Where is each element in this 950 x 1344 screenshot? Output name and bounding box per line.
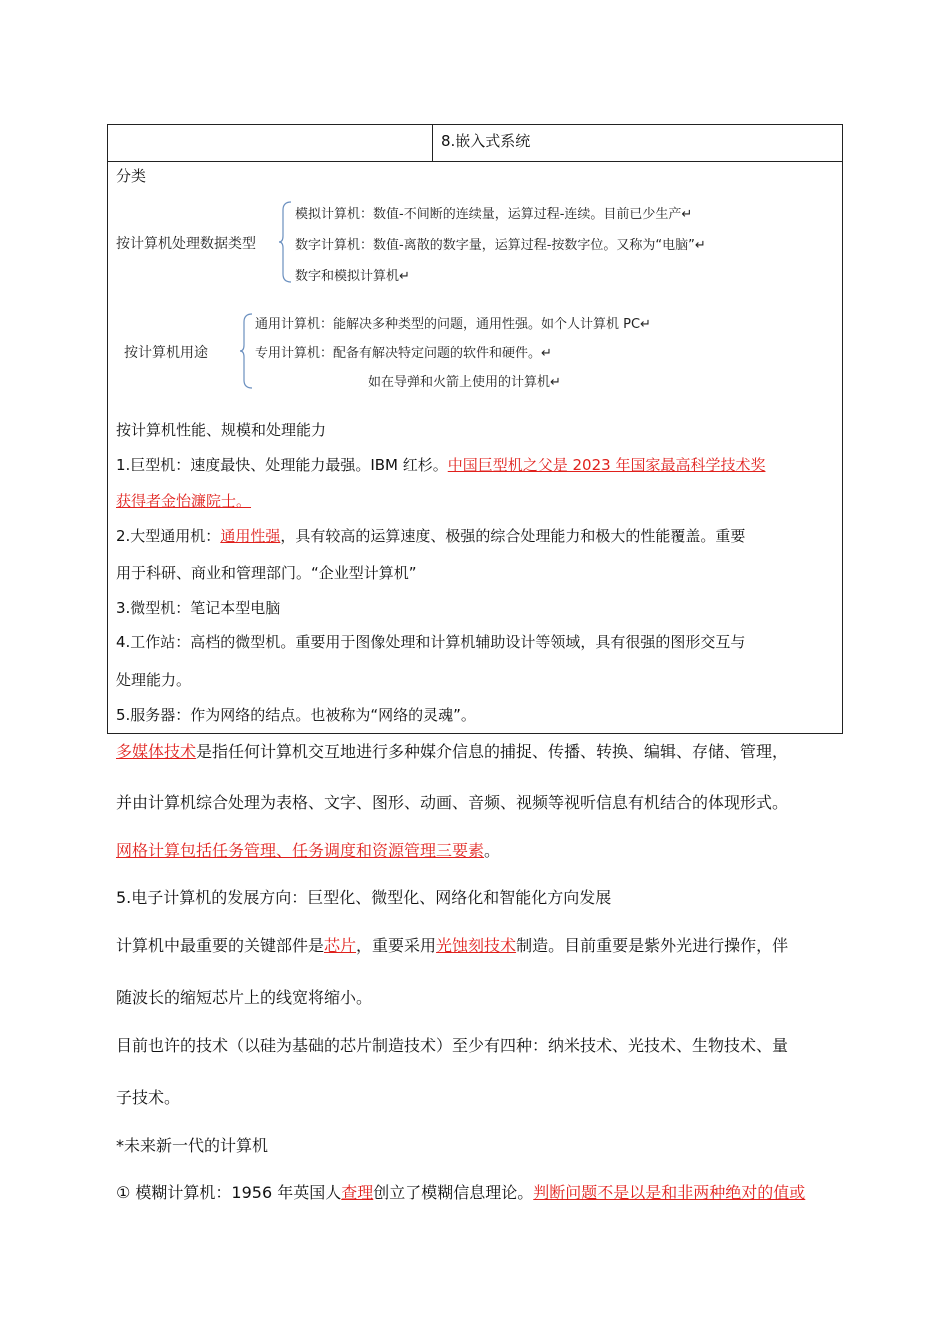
diagram1-label: 按计算机处理数据类型 bbox=[116, 236, 256, 252]
diagram1-item: 数字计算机：数值-离散的数字量，运算过程-按数字位。又称为“电脑”↵ bbox=[295, 238, 706, 253]
item-4-line-1: 4.工作站：高档的微型机。重要用于图像处理和计算机辅助设计等领域，具有很强的图形交互与 bbox=[116, 633, 746, 651]
chip-text-1: 计算机中最重要的关键部件是 bbox=[116, 936, 325, 955]
item-4-line-2: 处理能力。 bbox=[116, 671, 192, 689]
item-1-line-2 bbox=[116, 490, 251, 511]
table-header-row bbox=[108, 125, 842, 162]
diagram2-item: 如在导弹和火箭上使用的计算机↵ bbox=[368, 375, 561, 390]
item-2-line-1 bbox=[116, 525, 745, 546]
future-title: *未来新一代的计算机 bbox=[116, 1136, 269, 1155]
grid-computing-highlight: 网格计算包括任务管理、任务调度和资源管理三要素 bbox=[116, 841, 485, 860]
item-5: 5.服务器：作为网络的结点。也被称为“网络的灵魂”。 bbox=[116, 706, 476, 724]
item-1-text: 1.巨型机：速度最快、处理能力最强。IBM 红杉。 bbox=[116, 456, 448, 474]
fuzzy-line bbox=[116, 1180, 805, 1203]
fuzzy-text-2: 创立了模糊信息理论。 bbox=[373, 1183, 534, 1202]
fuzzy-text-1: ① 模糊计算机：1956 年英国人 bbox=[116, 1183, 342, 1202]
diagram2-item: 专用计算机：配备有解决特定问题的软件和硬件。↵ bbox=[255, 346, 552, 361]
tech-line-2: 子技术。 bbox=[116, 1088, 181, 1107]
item-2-text-2: ，具有较高的运算速度、极强的综合处理能力和极大的性能覆盖。重要 bbox=[280, 527, 746, 545]
grid-computing-line bbox=[116, 838, 500, 861]
diagram1-brace bbox=[279, 200, 293, 284]
fuzzy-highlight: 判断问题不是以是和非两种绝对的值或 bbox=[533, 1183, 806, 1202]
item-2-highlight: 通用性强 bbox=[220, 527, 281, 545]
chip-line-2: 随波长的缩短芯片上的线宽将缩小。 bbox=[116, 988, 373, 1007]
diagram1-item: 模拟计算机：数值-不间断的连续量，运算过程-连续。目前已少生产↵ bbox=[295, 207, 693, 222]
table-header-cell: 8.嵌入式系统 bbox=[432, 125, 530, 161]
multimedia-text: 是指任何计算机交互地进行多种媒介信息的捕捉、传播、转换、编辑、存储、管理， bbox=[196, 742, 789, 761]
classify-title: 分类 bbox=[116, 167, 147, 185]
item-1-line-1 bbox=[116, 454, 765, 475]
item-1-highlight-2: 获得者金怡濂院士。 bbox=[116, 492, 252, 510]
diagram2-label: 按计算机用途 bbox=[124, 345, 208, 361]
multimedia-line-2: 并由计算机综合处理为表格、文字、图形、动画、音频、视频等视听信息有机结合的体现形式。 bbox=[116, 793, 789, 812]
diagram2-brace bbox=[240, 312, 254, 390]
item-3: 3.微型机：笔记本型电脑 bbox=[116, 599, 281, 617]
development-direction: 5.电子计算机的发展方向：巨型化、微型化、网络化和智能化方向发展 bbox=[116, 888, 612, 907]
multimedia-highlight: 多媒体技术 bbox=[116, 742, 197, 761]
chip-text-3: 制造。目前重要是紫外光进行操作，伴 bbox=[516, 936, 789, 955]
diagram2-item: 通用计算机：能解决多种类型的问题，通用性强。如个人计算机 PC↵ bbox=[255, 317, 651, 332]
tech-line-1: 目前也许的技术（以硅为基础的芯片制造技术）至少有四种：纳米技术、光技术、生物技术、量 bbox=[116, 1036, 789, 1055]
chip-highlight: 芯片 bbox=[324, 936, 357, 955]
item-2-line-2: 用于科研、商业和管理部门。“企业型计算机” bbox=[116, 564, 417, 582]
diagram1-item: 数字和模拟计算机↵ bbox=[295, 269, 410, 284]
grid-computing-end: 。 bbox=[484, 841, 501, 860]
item-2-text: 2.大型通用机： bbox=[116, 527, 221, 545]
chip-line-1 bbox=[116, 933, 788, 956]
fuzzy-highlight-name: 查理 bbox=[341, 1183, 374, 1202]
multimedia-line-1 bbox=[116, 739, 788, 762]
item-1-highlight: 中国巨型机之父是 2023 年国家最高科学技术奖 bbox=[447, 456, 766, 474]
perf-title: 按计算机性能、规模和处理能力 bbox=[116, 421, 327, 439]
lithography-highlight: 光蚀刻技术 bbox=[436, 936, 517, 955]
chip-text-2: ，重要采用 bbox=[356, 936, 437, 955]
